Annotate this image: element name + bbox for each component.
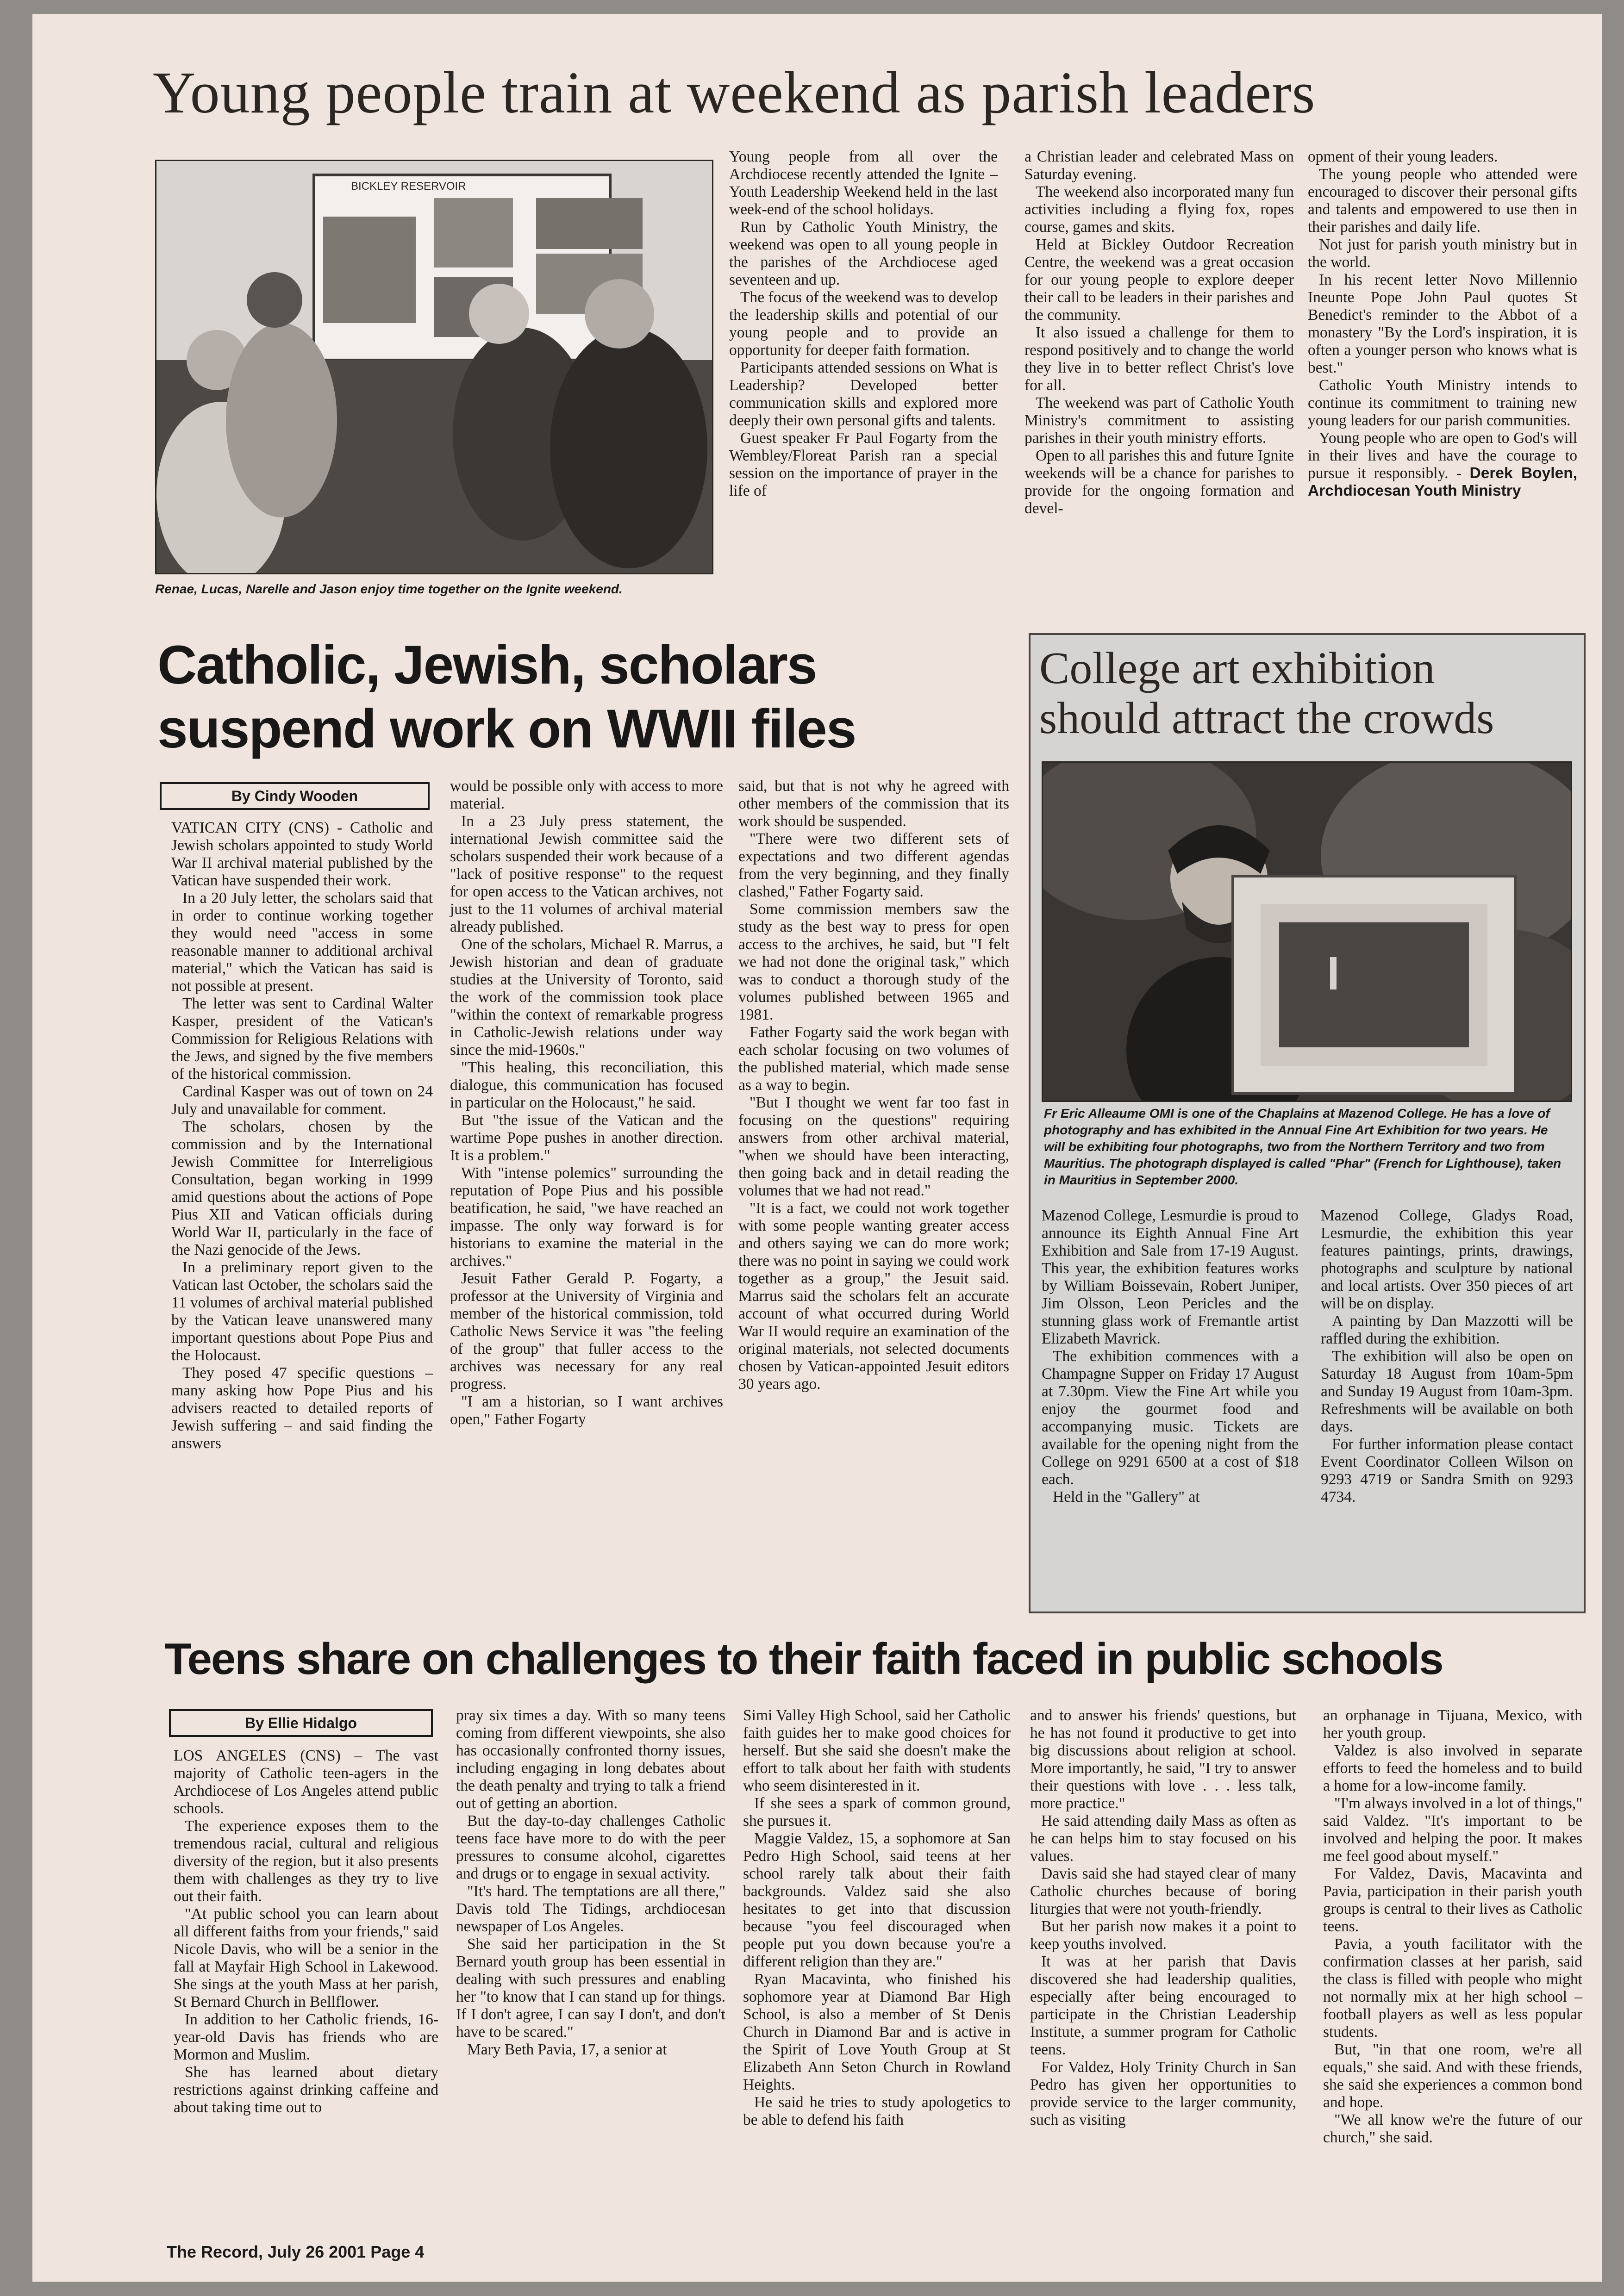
paragraph: Held in the "Gallery" at — [1053, 1488, 1200, 1506]
paragraph: Some commission members saw the study as the best way to press for open access to the archives, he said, but "I felt we had not done the original task," which was to conduct a thorough study of the volumes published between 1965 and 1981. — [738, 901, 1009, 1023]
paragraph: For Valdez, Davis, Macavinta and Pavia, participation in their parish youth groups is central to their lives as Catholic teens. — [1323, 1865, 1582, 1935]
headline-line-2: should attract the crowds — [1039, 693, 1494, 743]
paragraph: For further information please contact Event Coordinator Colleen Wilson on 9293 4719 or Sandra Smith on 9293 4734. — [1321, 1436, 1573, 1506]
paragraph: Mazenod College, Gladys Road, Lesmurdie, the exhibition this year features paintings, prints, drawings, photographs and sculpture by national and local artists. Over 350 pieces of art will be on display. — [1321, 1207, 1573, 1312]
paragraph: She said her participation in the St Bernard youth group has been essential in dealing with such pressures and enabling her "to know that I can stand up for things. If I don't agree, I can say I don't, and don't have to be scared." — [456, 1935, 725, 2041]
article-4-headline: Teens share on challenges to their faith faced in public schools — [164, 1634, 1443, 1684]
paragraph: Catholic Youth Ministry intends to continue its commitment to training new young leaders for our parish communities. — [1308, 377, 1577, 429]
paragraph: The letter was sent to Cardinal Walter Kasper, president of the Vatican's Commission for Religious Relations with the Jews, and signed by the five members of the historical commission. — [171, 995, 433, 1083]
paragraph: Mary Beth Pavia, 17, a senior at — [467, 2041, 667, 2058]
paragraph: The young people who attended were encouraged to discover their personal gifts and talents and empowered to use then in their parishes and daily life. — [1308, 166, 1577, 236]
paragraph: "It's hard. The temptations are all there," Davis told The Tidings, archdiocesan newspaper of Los Angeles. — [456, 1883, 725, 1935]
article-4-column-1 — [174, 1747, 438, 2116]
paragraph: pray six times a day. With so many teens coming from different viewpoints, she also has occasionally confronted thorny issues, including engaging in long debates about the death penalty and trying to talk a friend out of getting an abortion. — [456, 1707, 725, 1812]
paragraph: Valdez is also involved in separate efforts to feed the homeless and to build a home for a low-income family. — [1323, 1742, 1582, 1794]
paragraph: "We all know we're the future of our church," she said. — [1323, 2111, 1582, 2146]
paragraph: Guest speaker Fr Paul Fogarty from the Wembley/Floreat Parish ran a special session on the importance of prayer in the life of — [729, 429, 998, 499]
paragraph: "But I thought we went far too fast in focusing on the questions" requiring answers from other archival material, "when we should have been interacting, then going back and in detail reading the volumes that we had not read." — [738, 1094, 1009, 1199]
paragraph: "I am a historian, so I want archives open," Father Fogarty — [450, 1393, 723, 1428]
article-4-column-5 — [1323, 1707, 1582, 2147]
paragraph: But "the issue of the Vatican and the wartime Pope pushes in another direction. It is a problem." — [450, 1112, 723, 1164]
paragraph: But, "in that one room, we're all equals," she said. And with these friends, she said she experiences a common bond and hope. — [1323, 2041, 1582, 2111]
article-2-column-3 — [738, 778, 1009, 1393]
byline: By Ellie Hidalgo — [169, 1709, 433, 1737]
paragraph: Father Fogarty said the work began with each scholar focusing on two volumes of the published material, which made sense as a way to begin. — [738, 1024, 1009, 1094]
paragraph — [1308, 429, 1577, 500]
paragraph: They posed 47 specific questions – many asking how Pope Pius and his advisers reacted to detailed reports of Jewish suffering – and said finding the answers — [171, 1364, 433, 1452]
paragraph: Participants attended sessions on What is Leadership? Developed better communication skills and explored more deeply their own personal gifts and talents. — [729, 359, 998, 429]
article-2-headline — [157, 633, 1014, 761]
paragraph: opment of their young leaders. — [1308, 148, 1498, 165]
paragraph: Not just for parish youth ministry but in the world. — [1308, 236, 1577, 271]
paragraph: Davis said she had stayed clear of many Catholic churches because of boring liturgies that were not youth-friendly. — [1030, 1865, 1296, 1917]
paragraph: Mazenod College, Lesmurdie is proud to announce its Eighth Annual Fine Art Exhibition and Sale from 17-19 August. This year, the exhibition features works by William Boissevain, Robert Juniper, Jim Olsson, Leon Pericles and the stunning glass work of Fremantle artist Elizabeth Mavrick. — [1042, 1207, 1299, 1347]
paragraph: "I'm always involved in a lot of things," said Valdez. "It's important to be involved and helping the poor. It makes me feel good about myself." — [1323, 1795, 1582, 1865]
paragraph: For Valdez, Holy Trinity Church in San Pedro has given her opportunities to provide service to the larger community, such as visiting — [1030, 2059, 1296, 2128]
paragraph: But her parish now makes it a point to keep youths involved. — [1030, 1918, 1296, 1953]
paragraph: "This healing, this reconciliation, this dialogue, this communication has focused in particular on the Holocaust," he said. — [450, 1059, 723, 1111]
paragraph: "There were two different sets of expectations and two different agendas from the very beginning, and they finally clashed," Father Fogarty said. — [738, 830, 1009, 900]
paragraph: would be possible only with access to more material. — [450, 778, 723, 812]
paragraph: It was at her parish that Davis discovered she had leadership qualities, especially after being encouraged to participate in the Christian Leadership Institute, a summer program for Catholic teens. — [1030, 1953, 1296, 2058]
article-1-column-3 — [1308, 148, 1577, 500]
photo-caption-ignite: Renae, Lucas, Narelle and Jason enjoy time together on the Ignite weekend. — [155, 582, 623, 596]
paragraph: VATICAN CITY (CNS) - Catholic and Jewish scholars appointed to study World War II archival material published by the Vatican have suspended their work. — [171, 819, 433, 889]
paragraph: In a 20 July letter, the scholars said that in order to continue working together they would need "access in some reasonable manner to additional archival material," which the Vatican has said is not possible at present. — [171, 890, 433, 995]
paragraph: Simi Valley High School, said her Catholic faith guides her to make good choices for herself. But she said she doesn't make the effort to talk about her faith with students who seem disinterested in it. — [743, 1707, 1011, 1794]
byline: By Cindy Wooden — [160, 782, 430, 810]
paragraph: Run by Catholic Youth Ministry, the weekend was open to all young people in the parishes of the Archdiocese aged seventeen and up. — [729, 218, 998, 288]
paragraph: Cardinal Kasper was out of town on 24 July and unavailable for comment. — [171, 1083, 433, 1118]
article-1-column-2 — [1024, 148, 1294, 517]
article-1-column-1 — [729, 148, 998, 500]
paragraph: A painting by Dan Mazzotti will be raffled during the exhibition. — [1321, 1313, 1573, 1347]
page-footer: The Record, July 26 2001 Page 4 — [167, 2242, 425, 2261]
paragraph: He said he tries to study apologetics to be able to defend his faith — [743, 2094, 1011, 2128]
paragraph: It also issued a challenge for them to respond positively and to change the world they live in to better reflect Christ's love for all. — [1024, 324, 1294, 394]
photo-caption-fr-eric: Fr Eric Alleaume OMI is one of the Chaplains at Mazenod College. He has a love of photography and has exhibited in the Annual Fine Art Exhibition for two years. He will be exhibiting four photographs, two from the Northern Territory and two from Mauritius. The photograph displayed is called "Phar" (French for Lighthouse), taken in Mauritius in September 2000. — [1044, 1106, 1562, 1187]
article-3-headline — [1039, 643, 1572, 743]
paragraph-text: Young people who are open to God's will in their lives and have the courage to pursue it responsibly. - — [1308, 429, 1577, 482]
headline-line-1: College art exhibition — [1039, 643, 1435, 693]
article-4-column-2 — [456, 1707, 725, 2059]
paragraph: The weekend was part of Catholic Youth Ministry's commitment to assisting parishes in their youth ministry efforts. — [1024, 394, 1294, 447]
paragraph: The experience exposes them to the tremendous racial, cultural and religious diversity of the region, but it also presents them with challenges as they try to live out their faith. — [174, 1817, 438, 1905]
paragraph: The focus of the weekend was to develop the leadership skills and potential of our young people and to provide an opportunity for deeper faith formation. — [729, 289, 998, 359]
paragraph: In a preliminary report given to the Vatican last October, the scholars said the 11 volumes of archival material published by the Vatican leave unanswered many important questions about Pope Pius and the Holocaust. — [171, 1259, 433, 1364]
paragraph: a Christian leader and celebrated Mass on Saturday evening. — [1024, 148, 1294, 183]
photo-fr-eric — [1042, 761, 1572, 1102]
paragraph: He said attending daily Mass as often as he can helps him to stay focused on his values. — [1030, 1812, 1296, 1865]
paragraph: In his recent letter Novo Millennio Ineunte Pope John Paul quotes St Benedict's reminder to the Abbot of a monastery "By the Lord's inspiration, it is often a younger person who knows what is best." — [1308, 271, 1577, 376]
paragraph: The exhibition will also be open on Saturday 18 August from 10am-5pm and Sunday 19 August from 10am-3pm. Refreshments will be available on both days. — [1321, 1348, 1573, 1435]
paragraph: If she sees a spark of common ground, she pursues it. — [743, 1795, 1011, 1829]
paragraph: "It is a fact, we could not work together with some people wanting greater access and others saying we can do more work; there was no point in saying we could work together as a group," the Jesuit said. Marrus said the scholars felt an accurate account of what occurred during World War II would require an examination of the original materials, not selected documents chosen by Vatican-appointed Jesuit editors 30 years ago. — [738, 1200, 1009, 1393]
article-3-column-2 — [1321, 1207, 1573, 1506]
paragraph: The scholars, chosen by the commission and by the International Jewish Committee for Interreligious Consultation, began working in 1999 amid questions about the actions of Pope Pius XII and Vatican officials during World War II, particularly in the face of the Nazi genocide of the Jews. — [171, 1118, 433, 1258]
paragraph: But the day-to-day challenges Catholic teens face have more to do with the peer pressures to consume alcohol, cigarettes and drugs or to engage in sexual activity. — [456, 1812, 725, 1882]
article-1-headline: Young people train at weekend as parish leaders — [153, 60, 1316, 125]
author-signature: Derek Boylen, Archdiocesan Youth Ministry — [1308, 465, 1577, 499]
paragraph: In addition to her Catholic friends, 16-year-old Davis has friends who are Mormon and Muslim. — [174, 2011, 438, 2063]
article-4-column-3 — [743, 1707, 1011, 2129]
article-4-column-4 — [1030, 1707, 1296, 2129]
photo-sign-text: BICKLEY RESERVOIR — [351, 180, 466, 193]
paragraph: Maggie Valdez, 15, a sophomore at San Pedro High School, said teens at her school rarely talk about their faith backgrounds. Valdez said she also hesitates to get into that discussion because "you feel discouraged when people put you down because you're a different religion than they are." — [743, 1830, 1011, 1970]
paragraph: LOS ANGELES (CNS) – The vast majority of Catholic teen-agers in the Archdiocese of Los Angeles attend public schools. — [174, 1747, 438, 1817]
paragraph: With "intense polemics" surrounding the reputation of Pope Pius and his possible beatification, he said, "we have reached an impasse. The only way forward is for historians to examine the material in the archives." — [450, 1164, 723, 1269]
priest-with-photograph-image — [1043, 763, 1571, 1101]
paragraph: Ryan Macavinta, who finished his sophomore year at Diamond Bar High School, is also a member of St Denis Church in Diamond Bar and is active in the Spirit of Love Youth Group at St Elizabeth Ann Seton Church in Rowland Heights. — [743, 1971, 1011, 2093]
paragraph: Held at Bickley Outdoor Recreation Centre, the weekend was a great occasion for our young people to explore deeper their call to be leaders in their parishes and the community. — [1024, 236, 1294, 324]
group-photo-image — [156, 161, 712, 573]
article-2-column-1 — [171, 819, 433, 1452]
paragraph: She has learned about dietary restrictions against drinking caffeine and about taking time out to — [174, 2064, 438, 2116]
paragraph: Jesuit Father Gerald P. Fogarty, a professor at the University of Virginia and member of the historical commission, told Catholic News Service it was "the feeling of the group" that fuller access to the archives was necessary for any real progress. — [450, 1270, 723, 1393]
paragraph: and to answer his friends' questions, but he has not found it productive to get into big discussions about religion at school. More importantly, he said, "I try to answer their questions with love . . . less talk, more practice." — [1030, 1707, 1296, 1812]
paragraph: "At public school you can learn about all different faiths from your friends," said Nicole Davis, who will be a senior in the fall at Mayfair High School in Lakewood. She sings at the youth Mass at her parish, St Bernard Church in Bellflower. — [174, 1905, 438, 2010]
paragraph: Pavia, a youth facilitator with the confirmation classes at her parish, said the class is filled with people who might not normally mix at her high school – football players as well as less popular students. — [1323, 1935, 1582, 2041]
paragraph: In a 23 July press statement, the international Jewish committee said the scholars suspended their work because of a "lack of positive response" to the request for open access to the Vatican archives, not just to the 11 volumes of archival material already published. — [450, 813, 723, 935]
paragraph: Young people from all over the Archdiocese recently attended the Ignite – Youth Leadership Weekend held in the last week-end of the school holidays. — [729, 148, 998, 218]
paragraph: an orphanage in Tijuana, Mexico, with her youth group. — [1323, 1707, 1582, 1742]
headline-line-2: suspend work on WWII files — [157, 698, 856, 759]
paragraph: The exhibition commences with a Champagne Supper on Friday 17 August at 7.30pm. View the Fine Art while you enjoy the gourmet food and accompanying music. Tickets are available for the opening night from the College on 9291 6500 at a cost of $18 each. — [1042, 1348, 1299, 1488]
article-3-column-1 — [1042, 1207, 1299, 1506]
article-2-column-2 — [450, 778, 723, 1428]
paragraph: said, but that is not why he agreed with other members of the commission that its work should be suspended. — [738, 778, 1009, 830]
headline-line-1: Catholic, Jewish, scholars — [157, 635, 817, 696]
photo-ignite-weekend — [155, 160, 713, 574]
paragraph: One of the scholars, Michael R. Marrus, a Jewish historian and dean of graduate studies at the University of Toronto, said the work of the commission took place "within the context of remarkable progress in Catholic-Jewish relations under way since the mid-1960s." — [450, 936, 723, 1058]
paragraph: Open to all parishes this and future Ignite weekends will be a chance for parishes to provide for the ongoing formation and devel- — [1024, 447, 1294, 517]
paragraph: The weekend also incorporated many fun activities including a flying fox, ropes course, games and skits. — [1024, 183, 1294, 236]
